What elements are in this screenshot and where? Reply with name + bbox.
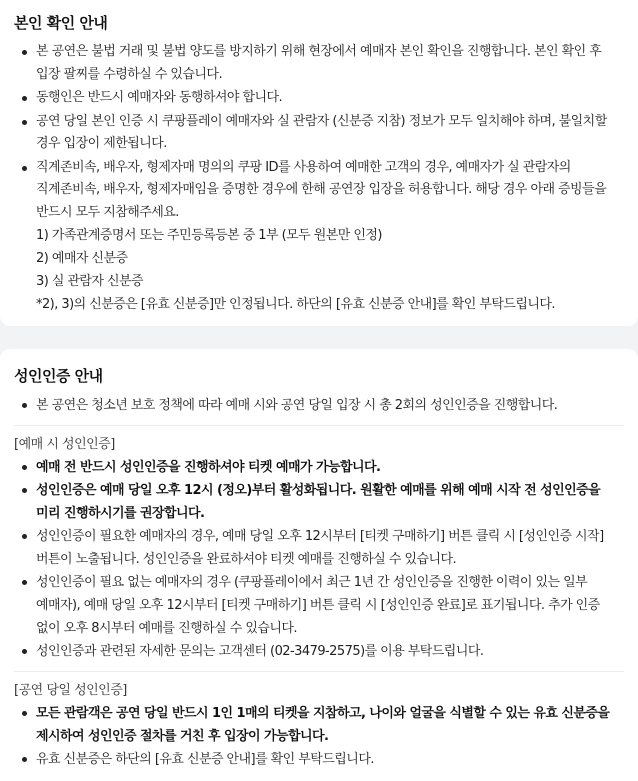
list-item: 성인인증이 필요한 예매자의 경우, 예매 당일 오후 12시부터 [티켓 구매하기] 버튼 클릭 시 [성인인증 시작] 버튼이 노출됩니다. 성인인증을 완료하셔야 티켓 예매를 진행하실 수 있습니다. [14, 525, 624, 571]
divider [14, 425, 624, 426]
list-item: 모든 관람객은 공연 당일 반드시 1인 1매의 티켓을 지참하고, 나이와 얼굴을 식별할 수 있는 유효 신분증을 제시하여 성인인증 절차를 거친 후 입장이 가능합니다. [14, 702, 624, 748]
document-line: 3) 실 관람자 신분증 [36, 274, 144, 289]
list-item: 예매 전 반드시 성인인증을 진행하셔야 티켓 예매가 가능합니다. [14, 456, 624, 479]
day-verification-list [14, 702, 624, 771]
list-item: 공연 당일 본인 인증 시 쿠팡플레이 예매자와 실 관람자 (신분증 지참) 정보가 모두 일치해야 하며, 불일치할 경우 입장이 제한됩니다. [14, 111, 624, 156]
adult-verification-title: 성인인증 안내 [14, 367, 103, 385]
list-item: 유효 신분증은 하단의 [유효 신분증 안내]를 확인 부탁드립니다. [14, 748, 624, 771]
list-item: 성인인증과 관련된 자세한 문의는 고객센터 (02-3479-2575)를 이용 부탁드립니다. [14, 640, 624, 663]
booking-verification-list [14, 456, 624, 663]
list-item: 성인인증은 예매 당일 오후 12시 (정오)부터 활성화됩니다. 원활한 예매를 위해 예매 시작 전 성인인증을 미리 진행하시기를 권장합니다. [14, 479, 624, 525]
identity-notice-title: 본인 확인 안내 [14, 14, 108, 32]
adult-verification-card [0, 349, 638, 781]
document-line: 2) 예매자 신분증 [36, 251, 128, 266]
booking-verification-label: [예매 시 성인인증] [14, 437, 115, 452]
day-verification-label: [공연 당일 성인인증] [14, 683, 127, 698]
list-item: 성인인증이 필요 없는 예매자의 경우 (쿠팡플레이에서 최근 1년 간 성인인증을 진행한 이력이 있는 일부 예매자), 예매 당일 오후 12시부터 [티켓 구매하기] 버튼 클릭 시 [성인인증 완료]로 표기됩니다. 추가 인증 없이 오후 8시부터 예매를 진행하실 수 있습니다. [14, 571, 624, 640]
identity-notice-card [0, 0, 638, 326]
adult-intro-list [14, 394, 624, 417]
document-line: 1) 가족관계증명서 또는 주민등록등본 중 1부 (모두 원본만 인정) [36, 228, 382, 243]
required-documents [14, 224, 624, 316]
list-item: 동행인은 반드시 예매자와 동행하셔야 합니다. [14, 87, 624, 110]
list-item: 직계존비속, 배우자, 형제자매 명의의 쿠팡 ID를 사용하여 예매한 고객의 경우, 예매자가 실 관람자의 직계존비속, 배우자, 형제자매임을 증명한 경우에 한해 공연장 입장을 허용합니다. 해당 경우 아래 증빙들을 반드시 모두 지참해주세요. [14, 157, 624, 225]
document-note: *2), 3)의 신분증은 [유효 신분증]만 인정됩니다. 하단의 [유효 신분증 안내]를 확인 부탁드립니다. [36, 297, 555, 312]
list-item: 본 공연은 불법 거래 및 불법 양도를 방지하기 위해 현장에서 예매자 본인 확인을 진행합니다. 본인 확인 후 입장 팔찌를 수령하실 수 있습니다. [14, 41, 624, 86]
identity-notice-list [14, 41, 624, 224]
divider [14, 671, 624, 672]
list-item: 본 공연은 청소년 보호 정책에 따라 예매 시와 공연 당일 입장 시 총 2회의 성인인증을 진행합니다. [14, 394, 624, 417]
